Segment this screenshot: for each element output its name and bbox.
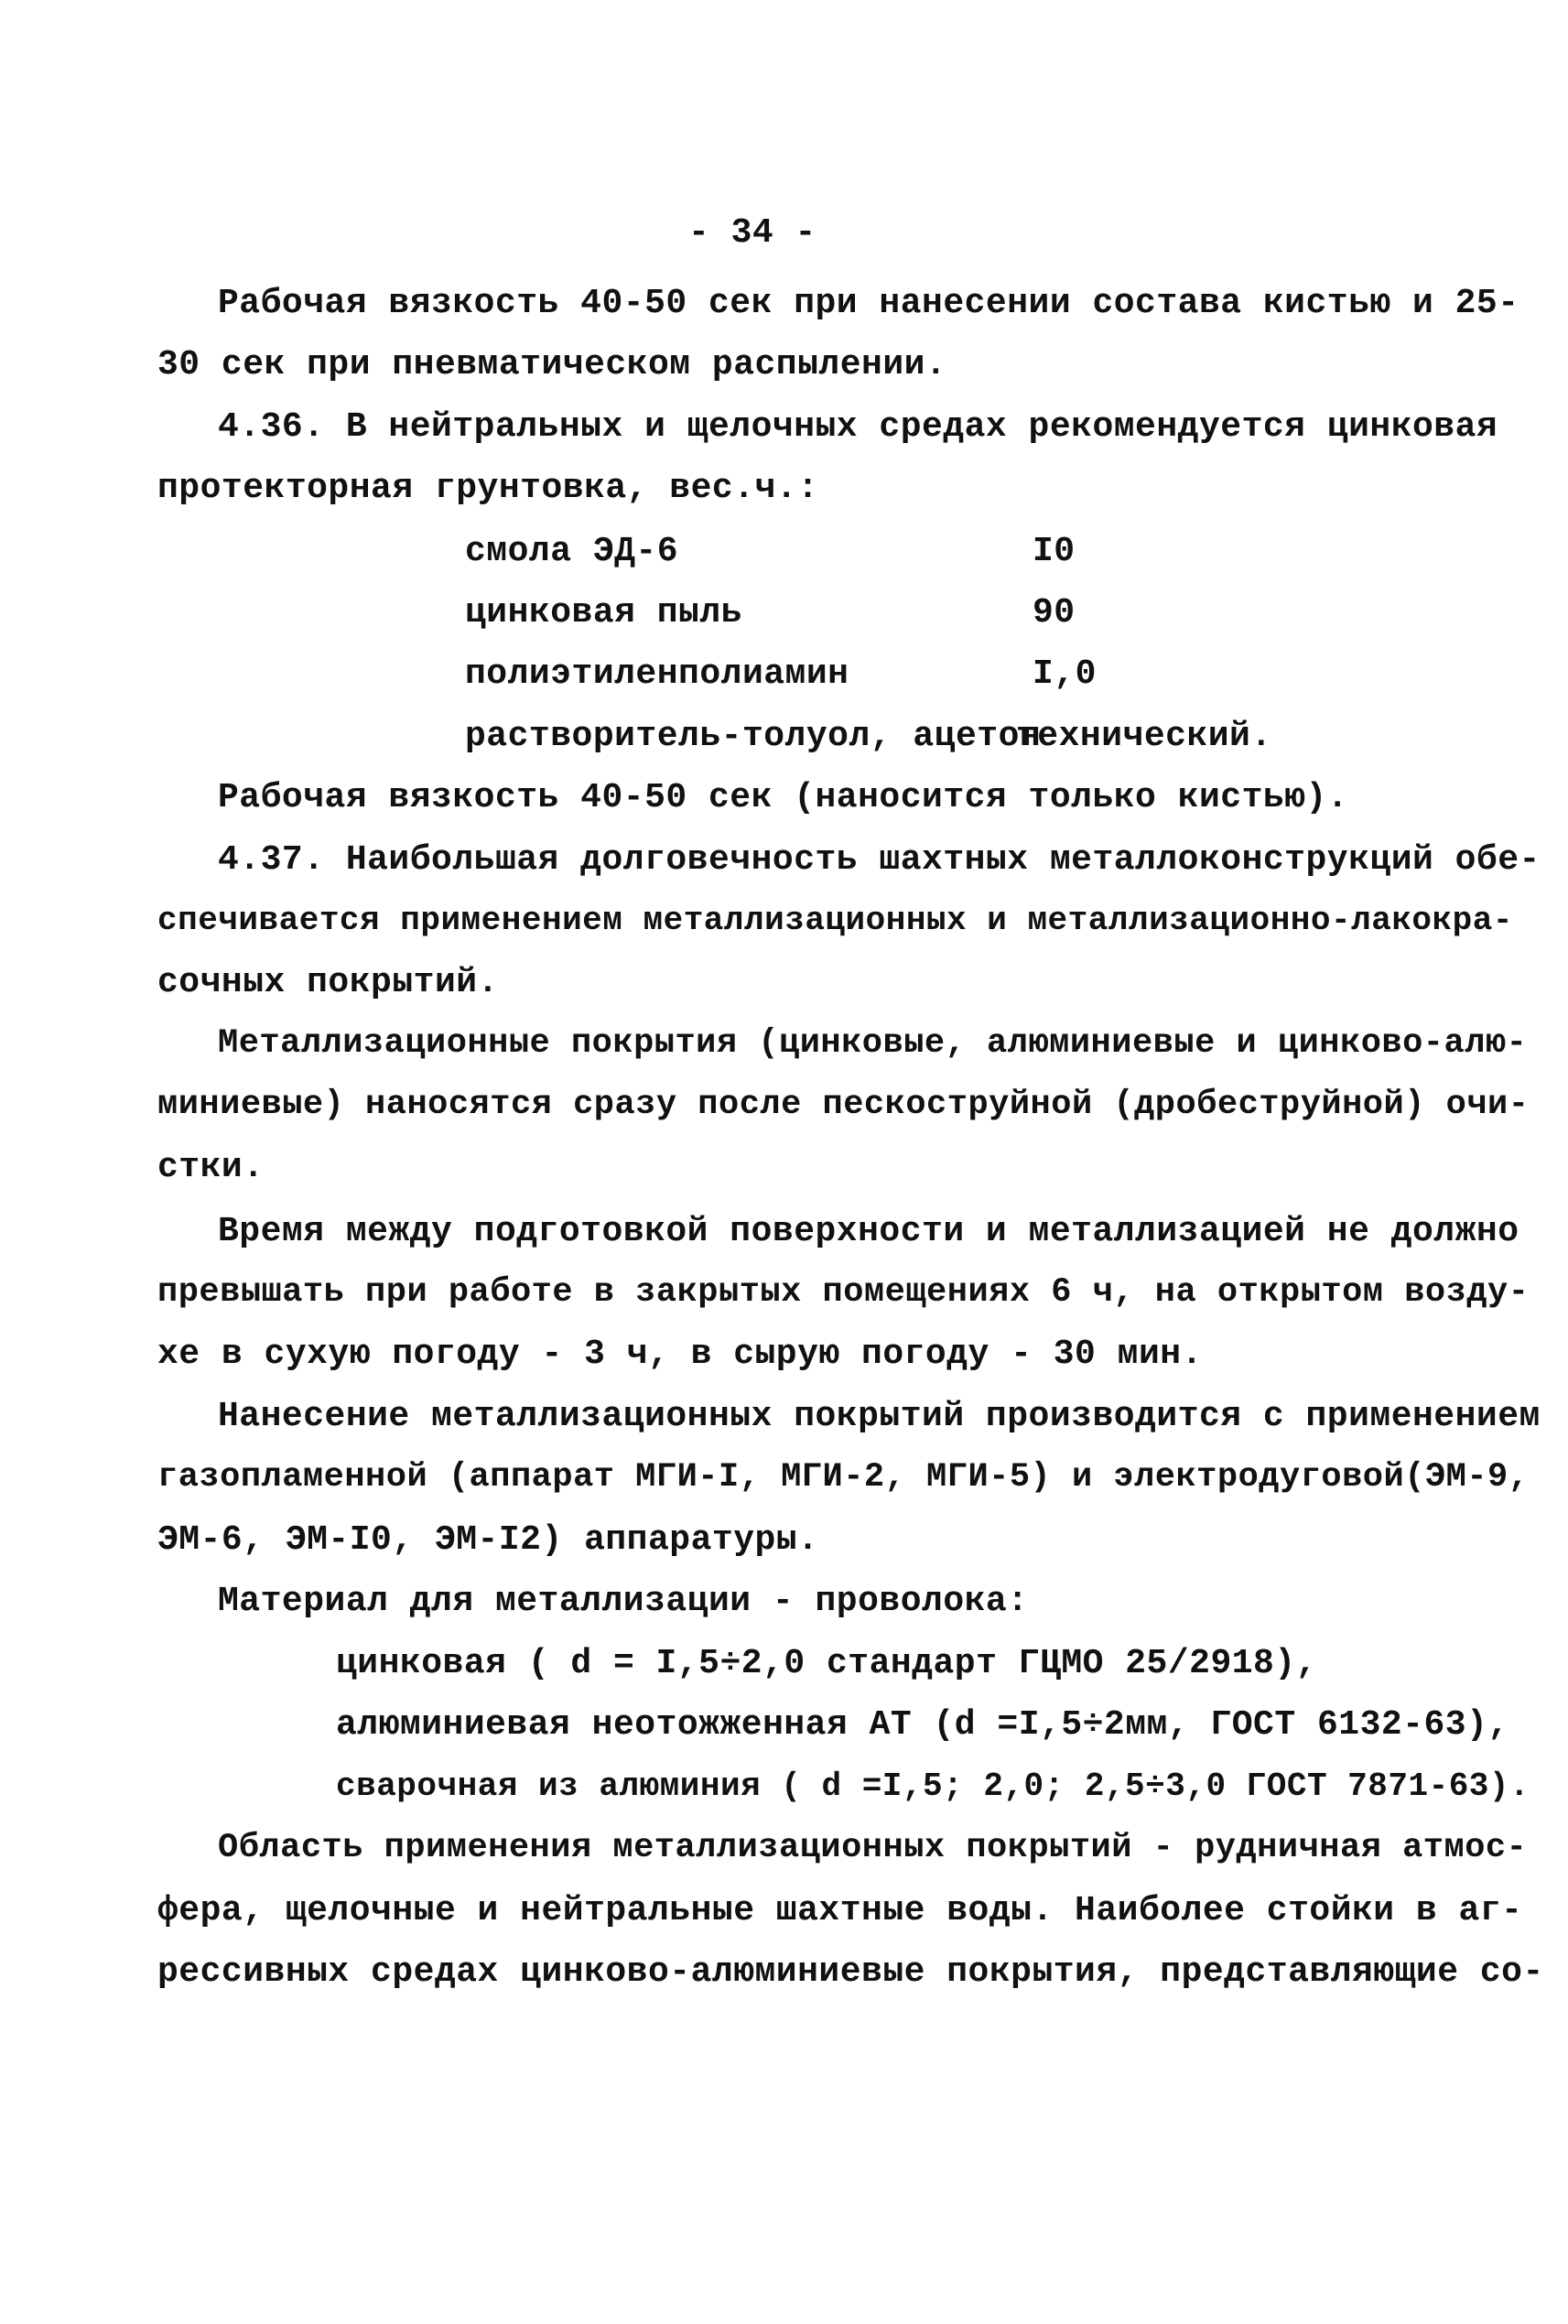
text-line: сварочная из алюминия ( d =I,5; 2,0; 2,5÷3,0 ГОСТ 7871-63). [336, 1767, 1530, 1805]
composition-value: I0 [1033, 532, 1076, 571]
text-line: алюминиевая неотожженная АТ (d =I,5÷2мм, ГОСТ 6132-63), [336, 1705, 1509, 1745]
page-number: - 34 - [688, 213, 816, 253]
text-line: Материал для металлизации - проволока: [218, 1582, 1029, 1621]
text-line: стки. [157, 1148, 265, 1187]
text-line: 30 сек при пневматическом распылении. [157, 345, 947, 384]
text-line: Металлизационные покрытия (цинковые, алюминиевые и цинково-алю- [218, 1024, 1528, 1063]
text-line: Рабочая вязкость 40-50 сек (наносится только кистью). [218, 778, 1349, 817]
text-line: хе в сухую погоду - 3 ч, в сырую погоду - 30 мин. [157, 1335, 1203, 1374]
text-line: сочных покрытий. [157, 963, 499, 1002]
text-line: Нанесение металлизационных покрытий производится с применением [218, 1397, 1541, 1436]
text-line: фера, щелочные и нейтральные шахтные воды. Наиболее стойки в аг- [157, 1891, 1523, 1930]
composition-value: I,0 [1033, 654, 1097, 694]
text-line: 4.37. Наибольшая долговечность шахтных металлоконструкций обе- [218, 840, 1541, 880]
text-line: рессивных средах цинково-алюминиевые покрытия, представляющие со- [157, 1952, 1544, 1992]
composition-name: цинковая пыль [465, 593, 742, 632]
text-line: газопламенной (аппарат МГИ-I, МГИ-2, МГИ-5) и электродуговой(ЭМ-9, [157, 1458, 1530, 1497]
composition-name: растворитель-толуол, ацетон [465, 717, 1042, 756]
text-line: спечивается применением металлизационных и металлизационно-лакокра- [157, 902, 1513, 939]
text-line: Время между подготовкой поверхности и металлизацией не должно [218, 1212, 1519, 1251]
text-line: миниевые) наносятся сразу после пескоструйной (дробеструйной) очи- [157, 1086, 1530, 1124]
composition-value: 90 [1033, 593, 1076, 632]
composition-name: смола ЭД-6 [465, 532, 679, 571]
composition-value: технический. [1016, 717, 1272, 756]
text-line: превышать при работе в закрытых помещениях 6 ч, на открытом возду- [157, 1273, 1530, 1312]
text-line: цинковая ( d = I,5÷2,0 стандарт ГЦМО 25/2918), [336, 1644, 1317, 1683]
text-line: 4.36. В нейтральных и щелочных средах рекомендуется цинковая [218, 407, 1498, 447]
text-line: протекторная грунтовка, вес.ч.: [157, 469, 819, 508]
text-line: Рабочая вязкость 40-50 сек при нанесении состава кистью и 25- [218, 284, 1519, 323]
text-line: Область применения металлизационных покрытий - рудничная атмос- [218, 1829, 1528, 1867]
composition-name: полиэтиленполиамин [465, 654, 849, 694]
text-line: ЭМ-6, ЭМ-I0, ЭМ-I2) аппаратуры. [157, 1520, 819, 1560]
